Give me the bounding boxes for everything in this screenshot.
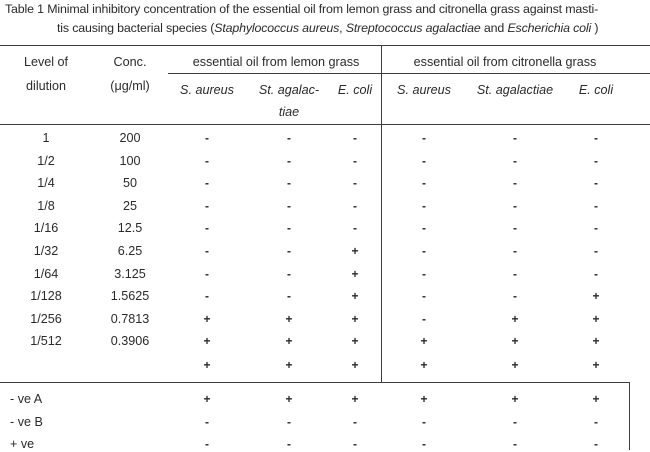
- growth-result: +: [592, 289, 600, 303]
- concentration: 0.7813: [110, 312, 150, 326]
- growth-result: +: [511, 312, 519, 326]
- header-species: St. agalactiae: [476, 83, 554, 97]
- growth-result: +: [351, 289, 359, 303]
- control-label: - ve A: [10, 392, 43, 406]
- growth-result: +: [203, 334, 211, 348]
- growth-result: -: [287, 415, 291, 429]
- group-header-rule: [168, 73, 650, 74]
- concentration: 200: [119, 131, 141, 145]
- concentration: 50: [122, 176, 138, 190]
- caption-line-2: [5, 19, 645, 38]
- table-caption: [5, 0, 645, 38]
- dilution-level: 1/32: [33, 244, 59, 258]
- caption-separator: ,: [339, 21, 346, 35]
- growth-result: -: [287, 289, 291, 303]
- dilution-level: 1/8: [37, 199, 55, 213]
- growth-result: +: [420, 334, 428, 348]
- species-name: Escherichia coli: [507, 21, 592, 35]
- growth-result: -: [205, 289, 209, 303]
- header-species: S. aureus: [180, 83, 234, 97]
- growth-result: +: [351, 358, 359, 372]
- growth-result: -: [205, 131, 209, 145]
- header-species: St. agalac-: [258, 83, 320, 97]
- header-species-wrap: tiae: [278, 105, 300, 119]
- growth-result: -: [422, 415, 426, 429]
- growth-result: -: [594, 221, 598, 235]
- header-conc-line1: Conc.: [113, 55, 147, 69]
- concentration: 100: [119, 154, 141, 168]
- growth-result: -: [422, 289, 426, 303]
- growth-result: -: [422, 176, 426, 190]
- growth-result: +: [511, 392, 519, 406]
- growth-result: +: [351, 334, 359, 348]
- growth-result: -: [594, 199, 598, 213]
- growth-result: -: [287, 176, 291, 190]
- header-group-lemon: essential oil from lemon grass: [192, 55, 360, 69]
- concentration: 12.5: [117, 221, 143, 235]
- growth-result: -: [594, 267, 598, 281]
- growth-result: +: [351, 267, 359, 281]
- growth-result: -: [513, 244, 517, 258]
- growth-result: +: [592, 392, 600, 406]
- header-bottom-rule: [0, 124, 650, 125]
- dilution-level: 1: [42, 131, 50, 145]
- growth-result: +: [285, 392, 293, 406]
- growth-result: +: [203, 358, 211, 372]
- growth-result: -: [205, 221, 209, 235]
- growth-result: -: [353, 437, 357, 451]
- growth-result: +: [511, 334, 519, 348]
- dilution-level: 1/16: [33, 221, 59, 235]
- dilution-level: 1/4: [37, 176, 55, 190]
- growth-result: -: [513, 199, 517, 213]
- caption-separator: and: [480, 21, 508, 35]
- concentration: 1.5625: [110, 289, 150, 303]
- growth-result: +: [420, 392, 428, 406]
- growth-result: -: [513, 437, 517, 451]
- growth-result: -: [205, 199, 209, 213]
- controls-right-border: [629, 382, 630, 450]
- growth-result: -: [513, 289, 517, 303]
- growth-result: -: [513, 267, 517, 281]
- control-label: - ve B: [10, 415, 43, 429]
- species-name: Streptococcus agalactiae: [345, 21, 481, 35]
- growth-result: -: [513, 221, 517, 235]
- growth-result: -: [422, 312, 426, 326]
- growth-result: -: [287, 199, 291, 213]
- header-level-line1: Level of: [23, 55, 69, 69]
- growth-result: -: [353, 199, 357, 213]
- growth-result: -: [287, 221, 291, 235]
- growth-result: +: [420, 358, 428, 372]
- concentration: 25: [122, 199, 138, 213]
- growth-result: +: [351, 312, 359, 326]
- growth-result: -: [353, 131, 357, 145]
- growth-result: -: [287, 267, 291, 281]
- header-species: E. coli: [578, 83, 614, 97]
- growth-result: -: [353, 154, 357, 168]
- growth-result: +: [351, 244, 359, 258]
- growth-result: -: [594, 437, 598, 451]
- growth-result: -: [594, 244, 598, 258]
- growth-result: -: [422, 221, 426, 235]
- dilution-level: 1/128: [30, 289, 62, 303]
- header-species: E. coli: [337, 83, 373, 97]
- header-species: S. aureus: [397, 83, 451, 97]
- growth-result: -: [422, 437, 426, 451]
- header-level-line2: dilution: [26, 79, 66, 93]
- growth-result: -: [287, 437, 291, 451]
- growth-result: -: [422, 131, 426, 145]
- group-divider: [381, 45, 382, 382]
- growth-result: -: [205, 244, 209, 258]
- caption-text: Minimal inhibitory concentration of the essential oil from lemon grass and citronella grass against masti-: [43, 2, 599, 16]
- concentration: 0.3906: [110, 334, 150, 348]
- growth-result: -: [205, 267, 209, 281]
- growth-result: -: [422, 199, 426, 213]
- control-label: + ve: [10, 437, 35, 451]
- growth-result: -: [205, 415, 209, 429]
- growth-result: -: [594, 131, 598, 145]
- growth-result: -: [353, 415, 357, 429]
- growth-result: -: [594, 154, 598, 168]
- growth-result: +: [203, 312, 211, 326]
- caption-prefix: Table 1: [5, 2, 44, 16]
- header-conc-line2: (μg/ml): [110, 79, 150, 93]
- controls-top-rule: [0, 382, 630, 383]
- growth-result: -: [353, 176, 357, 190]
- growth-result: -: [422, 244, 426, 258]
- growth-result: +: [285, 334, 293, 348]
- growth-result: +: [351, 392, 359, 406]
- growth-result: +: [592, 358, 600, 372]
- dilution-level: 1/256: [30, 312, 62, 326]
- growth-result: +: [203, 392, 211, 406]
- table-top-rule: [0, 45, 650, 46]
- caption-end: ): [591, 21, 599, 35]
- growth-result: -: [513, 176, 517, 190]
- growth-result: -: [353, 221, 357, 235]
- growth-result: -: [287, 154, 291, 168]
- growth-result: -: [422, 154, 426, 168]
- growth-result: -: [513, 131, 517, 145]
- dilution-level: 1/512: [30, 334, 62, 348]
- growth-result: -: [594, 176, 598, 190]
- concentration: 6.25: [117, 244, 143, 258]
- caption-line-1: [5, 0, 645, 19]
- growth-result: -: [205, 154, 209, 168]
- growth-result: +: [592, 334, 600, 348]
- growth-result: +: [511, 358, 519, 372]
- species-name: Staphylococcus aureus: [214, 21, 340, 35]
- growth-result: +: [285, 312, 293, 326]
- growth-result: +: [285, 358, 293, 372]
- header-group-citronella: essential oil from citronella grass: [413, 55, 597, 69]
- growth-result: -: [422, 267, 426, 281]
- dilution-level: 1/2: [37, 154, 55, 168]
- growth-result: -: [513, 415, 517, 429]
- growth-result: -: [287, 131, 291, 145]
- growth-result: -: [594, 415, 598, 429]
- growth-result: +: [592, 312, 600, 326]
- concentration: 3.125: [114, 267, 146, 281]
- growth-result: -: [205, 176, 209, 190]
- growth-result: -: [205, 437, 209, 451]
- caption-text-2: tis causing bacterial species (: [57, 21, 215, 35]
- growth-result: -: [513, 154, 517, 168]
- dilution-level: 1/64: [33, 267, 59, 281]
- growth-result: -: [287, 244, 291, 258]
